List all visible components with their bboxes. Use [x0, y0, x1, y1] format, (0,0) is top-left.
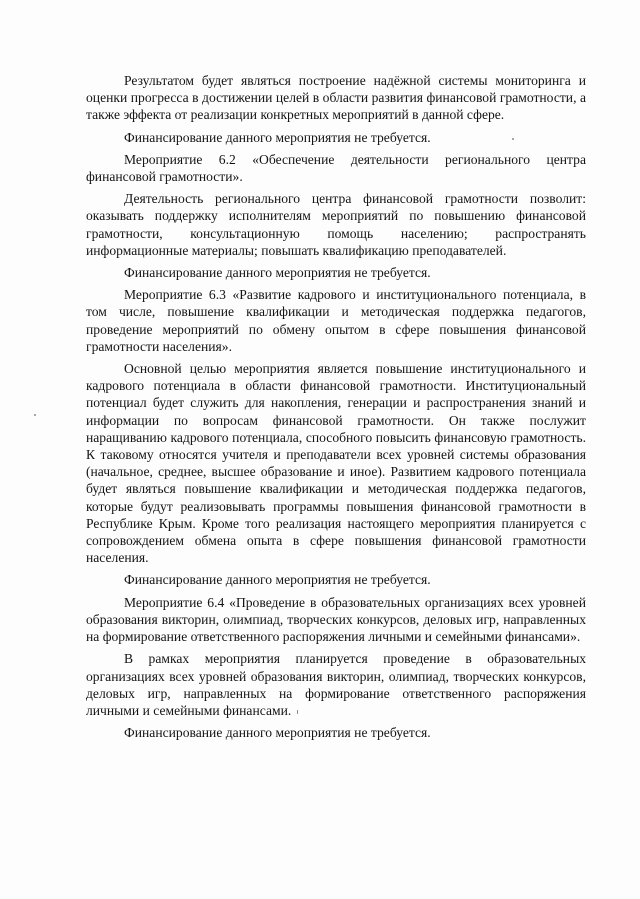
paragraph-measure-6-3-description: Основной целью мероприятия является повышение институционального и кадрового потенциала в области финансовой грамотности. Институциональный потенциал будет служить для накопления, генерации и распространения знаний и информации по вопросам финансовой грамотности. Он также послужит наращиванию кадрового потенциала, способного повысить финансовую грамотность. К таковому относятся учителя и преподаватели всех уровней системы образования (начальное, среднее, высшее образование и иное). Развитием кадрового потенциала будет являться повышение квалификации и методическая поддержка педагогов, которые будут реализовывать программы повышения финансовой грамотности в Республике Крым. Кроме того реализация настоящего мероприятия планируется с сопровождением обмена опыта в сфере повышения финансовой грамотности населения.: [86, 361, 586, 566]
paragraph-financing-note: Финансирование данного мероприятия не требуется.: [124, 572, 431, 588]
paragraph-measure-6-2-description: Деятельность регионального центра финансовой грамотности позволит: оказывать поддержку исполнителям мероприятий по повышению финансовой грамотности, консультационную помощь населению; распространять информационные материалы; повышать квалификацию преподавателей.: [86, 191, 586, 258]
document-body: [86, 72, 586, 746]
paragraph-financing-note: Финансирование данного мероприятия не требуется.: [124, 265, 431, 281]
paragraph-financing-note: Финансирование данного мероприятия не требуется.: [124, 725, 431, 741]
scan-speck: [512, 138, 514, 140]
paragraph-measure-6-2-title: Мероприятие 6.2 «Обеспечение деятельности регионального центра финансовой грамотности».: [86, 151, 586, 185]
paragraph-measure-6-4-description: В рамках мероприятия планируется проведение в образовательных организациях всех уровней образования викторин, олимпиад, творческих конкурсов, деловых игр, направленных на формирование ответственного распоряжения личными и семейными финансами.: [86, 651, 586, 718]
paragraph-result-monitoring: Результатом будет являться построение надёжной системы мониторинга и оценки прогресса в достижении целей в области развития финансовой грамотности, а также эффекта от реализации конкретных мероприятий в данной сфере.: [86, 73, 586, 123]
scan-speck: [297, 710, 298, 714]
paragraph-financing-note: Финансирование данного мероприятия не требуется.: [124, 129, 431, 145]
paragraph-measure-6-4-title: Мероприятие 6.4 «Проведение в образовательных организациях всех уровней образования викторин, олимпиад, творческих конкурсов, деловых игр, направленных на формирование ответственного распоряжения личными и семейными финансами».: [86, 594, 586, 645]
paragraph-measure-6-3-title: Мероприятие 6.3 «Развитие кадрового и институционального потенциала, в том числе, повышение квалификации и методическая поддержка педагогов, проведение мероприятий по обмену опытом в сфере повышения финансовой грамотности населения».: [86, 287, 586, 354]
scan-speck: [34, 414, 36, 416]
